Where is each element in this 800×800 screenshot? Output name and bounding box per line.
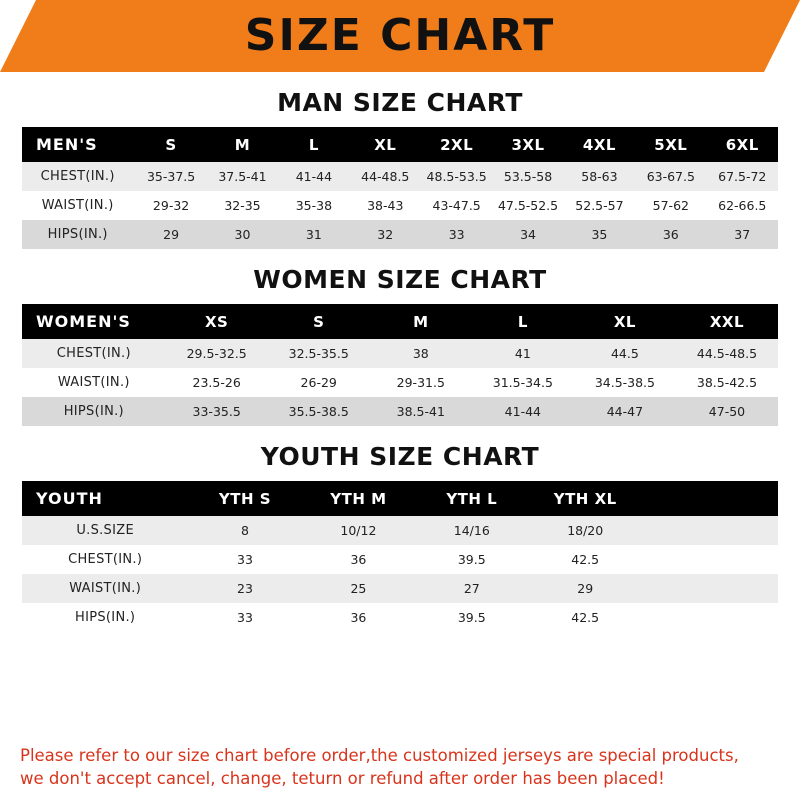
- cell: 34: [520, 227, 536, 242]
- cell: 58-63: [581, 169, 618, 184]
- cell: 44.5: [610, 346, 639, 361]
- cell: 37: [734, 227, 751, 242]
- table-row: [22, 574, 778, 603]
- cell: 38.5-42.5: [696, 375, 758, 390]
- cell: 26-29: [300, 375, 337, 390]
- men-header-6xl: 6XL: [725, 135, 759, 154]
- men-header-4xl: 4XL: [582, 135, 616, 154]
- youth-size-table: [22, 481, 778, 632]
- cell: 34.5-38.5: [594, 375, 655, 390]
- cell: 38: [412, 346, 429, 361]
- youth-header-m: YTH M: [330, 489, 387, 508]
- cell: 38.5-41: [396, 404, 445, 419]
- cell: 8: [241, 523, 249, 538]
- cell: 32.5-35.5: [288, 346, 349, 361]
- cell: 35: [591, 227, 608, 242]
- cell-spacer: [642, 545, 778, 574]
- cell: 62-66.5: [718, 198, 767, 213]
- table-row: [22, 368, 778, 397]
- cell: 41: [514, 346, 531, 361]
- row-label: WAIST(IN.): [69, 581, 142, 596]
- cell: 36: [350, 552, 367, 567]
- header-banner: [0, 0, 800, 72]
- row-label: CHEST(IN.): [56, 346, 131, 361]
- banner-wedge-left-icon: [0, 0, 36, 72]
- cell: 31.5-34.5: [492, 375, 553, 390]
- cell: 39.5: [457, 552, 486, 567]
- table-row: [22, 191, 778, 220]
- cell-spacer: [642, 516, 778, 545]
- cell: 44-47: [606, 404, 644, 419]
- cell: 44.5-48.5: [696, 346, 758, 361]
- men-section-title: MAN SIZE CHART: [277, 88, 523, 117]
- cell: 36: [662, 227, 679, 242]
- footer-line-2: we don't accept cancel, change, teturn or refund after order has been placed!: [20, 768, 665, 788]
- cell: 52.5-57: [575, 198, 624, 213]
- row-label: WAIST(IN.): [57, 375, 130, 390]
- cell: 35.5-38.5: [288, 404, 349, 419]
- cell: 67.5-72: [718, 169, 767, 184]
- women-header-xxl: XXL: [709, 312, 745, 331]
- row-label: CHEST(IN.): [40, 169, 115, 184]
- cell: 29-31.5: [396, 375, 445, 390]
- chart-content: [0, 72, 800, 737]
- row-label: HIPS(IN.): [63, 404, 124, 419]
- cell: 38-43: [367, 198, 404, 213]
- cell: 47-50: [708, 404, 746, 419]
- row-label: U.S.SIZE: [76, 523, 134, 538]
- cell-spacer: [642, 603, 778, 632]
- footer-disclaimer: [0, 737, 800, 800]
- cell: 41-44: [504, 404, 541, 419]
- cell: 63-67.5: [646, 169, 695, 184]
- table-row: [22, 339, 778, 368]
- women-header-s: S: [313, 312, 325, 331]
- cell: 43-47.5: [432, 198, 481, 213]
- cell: 57-62: [652, 198, 689, 213]
- women-header-m: M: [413, 312, 429, 331]
- cell: 29: [163, 227, 180, 242]
- youth-header-s: YTH S: [218, 489, 272, 508]
- row-label: CHEST(IN.): [68, 552, 143, 567]
- cell: 35-38: [295, 198, 333, 213]
- cell: 44-48.5: [361, 169, 410, 184]
- cell: 48.5-53.5: [426, 169, 487, 184]
- cell: 33: [237, 552, 253, 567]
- cell: 32-35: [224, 198, 261, 213]
- women-header-l: L: [517, 312, 528, 331]
- men-header-5xl: 5XL: [654, 135, 688, 154]
- youth-header-l: YTH L: [446, 489, 498, 508]
- women-section-title: WOMEN SIZE CHART: [253, 265, 547, 294]
- page-title: SIZE CHART: [244, 10, 556, 61]
- footer-line-1: Please refer to our size chart before order,the customized jerseys are special products,: [20, 746, 739, 766]
- cell: 30: [234, 227, 251, 242]
- youth-header-spacer: [642, 481, 778, 516]
- table-row: [22, 397, 778, 426]
- men-header-m: M: [234, 135, 251, 154]
- cell: 42.5: [571, 610, 600, 625]
- cell-spacer: [642, 574, 778, 603]
- cell: 29: [577, 581, 594, 596]
- men-header-2xl: 2XL: [440, 135, 474, 154]
- row-label: WAIST(IN.): [41, 198, 114, 213]
- cell: 37.5-41: [218, 169, 267, 184]
- men-header-label: MEN'S: [36, 135, 98, 154]
- row-label: HIPS(IN.): [47, 227, 108, 242]
- cell: 23: [237, 581, 253, 596]
- table-row: [22, 516, 778, 545]
- women-header-label: WOMEN'S: [36, 312, 131, 331]
- cell: 27: [463, 581, 480, 596]
- table-row: [22, 220, 778, 249]
- cell: 33-35.5: [192, 404, 241, 419]
- cell: 35-37.5: [146, 169, 196, 184]
- youth-header-xl: YTH XL: [553, 489, 617, 508]
- men-header-xl: XL: [374, 135, 397, 154]
- men-header-3xl: 3XL: [511, 135, 545, 154]
- cell: 18/20: [567, 523, 604, 538]
- table-row: [22, 545, 778, 574]
- cell: 33: [237, 610, 253, 625]
- table-header-row: [22, 127, 778, 162]
- cell: 39.5: [457, 610, 486, 625]
- cell: 31: [305, 227, 322, 242]
- cell: 32: [377, 227, 394, 242]
- men-size-table: [22, 127, 778, 249]
- cell: 29-32: [152, 198, 190, 213]
- cell: 23.5-26: [192, 375, 241, 390]
- table-header-row: [22, 481, 778, 516]
- cell: 25: [350, 581, 367, 596]
- cell: 42.5: [571, 552, 600, 567]
- cell: 41-44: [295, 169, 333, 184]
- cell: 14/16: [453, 523, 490, 538]
- table-row: [22, 603, 778, 632]
- men-header-s: S: [165, 135, 177, 154]
- youth-header-label: YOUTH: [36, 489, 103, 508]
- men-header-l: L: [308, 135, 319, 154]
- cell: 10/12: [340, 523, 377, 538]
- cell: 33: [448, 227, 465, 242]
- table-header-row: [22, 304, 778, 339]
- cell: 53.5-58: [503, 169, 553, 184]
- row-label: HIPS(IN.): [75, 610, 136, 625]
- women-header-xs: XS: [204, 312, 229, 331]
- women-header-xl: XL: [613, 312, 636, 331]
- cell: 36: [350, 610, 367, 625]
- cell: 47.5-52.5: [497, 198, 559, 213]
- banner-wedge-right-icon: [764, 0, 800, 72]
- cell: 29.5-32.5: [186, 346, 247, 361]
- table-row: [22, 162, 778, 191]
- women-size-table: [22, 304, 778, 426]
- youth-section-title: YOUTH SIZE CHART: [260, 442, 540, 471]
